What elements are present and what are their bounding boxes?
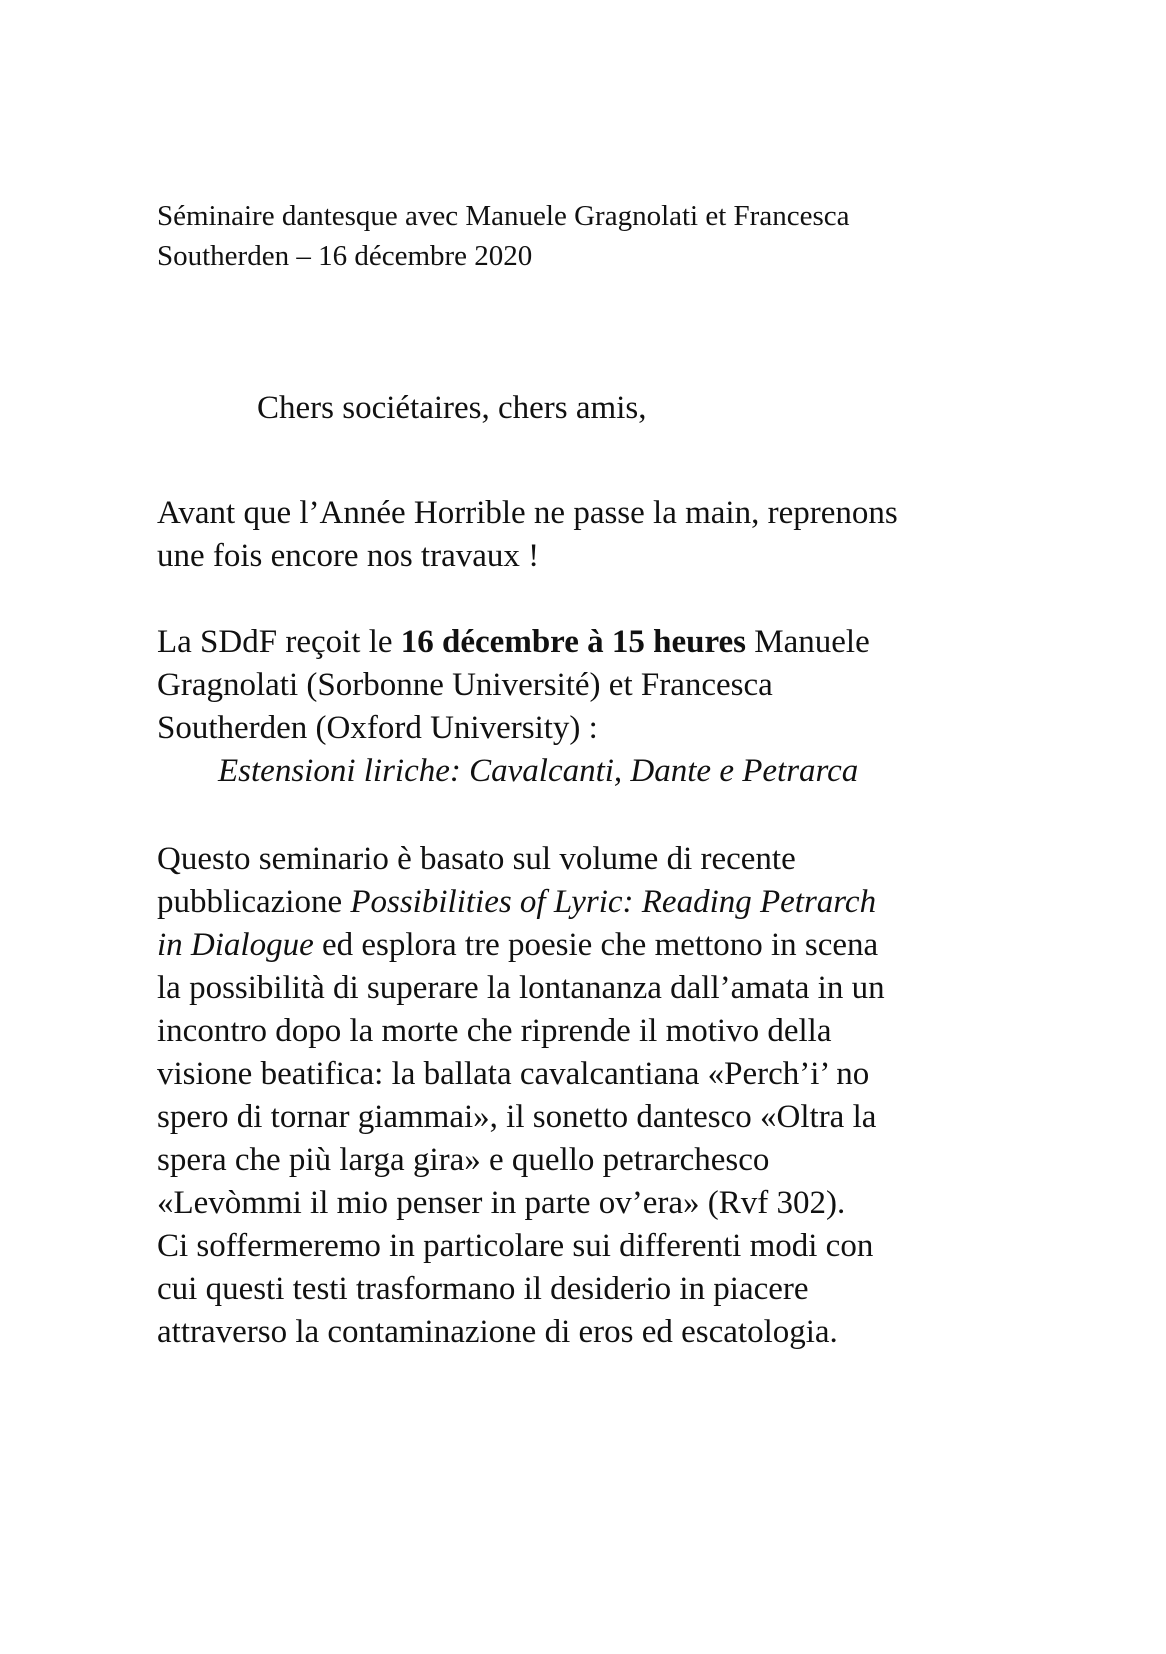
text-line: la possibilità di superare la lontananza dall’amata in un [157, 970, 885, 1006]
header-line: Séminaire dantesque avec Manuele Gragnolati et Francesca [157, 200, 850, 232]
text-line: incontro dopo la morte che riprende il motivo della [157, 1013, 832, 1049]
text-line [157, 621, 1017, 664]
book-title: in Dialogue [157, 927, 314, 963]
announcement-intro: La SDdF reçoit le [157, 624, 401, 660]
seminar-title: Estensioni liriche: Cavalcanti, Dante e Petrarca [218, 753, 859, 789]
text-line: Questo seminario è basato sul volume di recente [157, 841, 796, 877]
text-line: une fois encore nos travaux ! [157, 538, 540, 574]
text-line: Gragnolati (Sorbonne Université) et Francesca [157, 667, 773, 703]
text-line: Ci soffermeremo in particolare sui differenti modi con [157, 1228, 874, 1264]
text-line: spera che più larga gira» e quello petrarchesco [157, 1142, 770, 1178]
text-line [157, 924, 1017, 967]
text-segment: ed esplora tre poesie che mettono in scena [313, 927, 879, 963]
text-line: Avant que l’Année Horrible ne passe la main, reprenons [157, 495, 898, 531]
text-line: attraverso la contaminazione di eros ed escatologia. [157, 1314, 838, 1350]
book-title: Possibilities of Lyric: Reading Petrarch [350, 884, 877, 920]
announcement-paragraph [157, 621, 1017, 793]
intro-paragraph [157, 492, 1017, 578]
text-segment: pubblicazione [157, 884, 351, 920]
text-line: cui questi testi trasformano il desiderio in piacere [157, 1271, 809, 1307]
text-line: «Levòmmi il mio penser in parte ov’era» (Rvf 302). [157, 1185, 846, 1221]
document-header [157, 196, 1017, 276]
header-line: Southerden – 16 décembre 2020 [157, 240, 533, 272]
salutation: Chers sociétaires, chers amis, [257, 390, 647, 426]
announcement-speaker: Manuele [746, 624, 870, 660]
text-line [157, 881, 1017, 924]
description-paragraph [157, 838, 1017, 1354]
text-line: visione beatifica: la ballata cavalcantiana «Perch’i’ no [157, 1056, 870, 1092]
text-line: spero di tornar giammai», il sonetto dantesco «Oltra la [157, 1099, 877, 1135]
text-line: Southerden (Oxford University) : [157, 710, 598, 746]
event-date-time: 16 décembre à 15 heures [400, 624, 747, 660]
